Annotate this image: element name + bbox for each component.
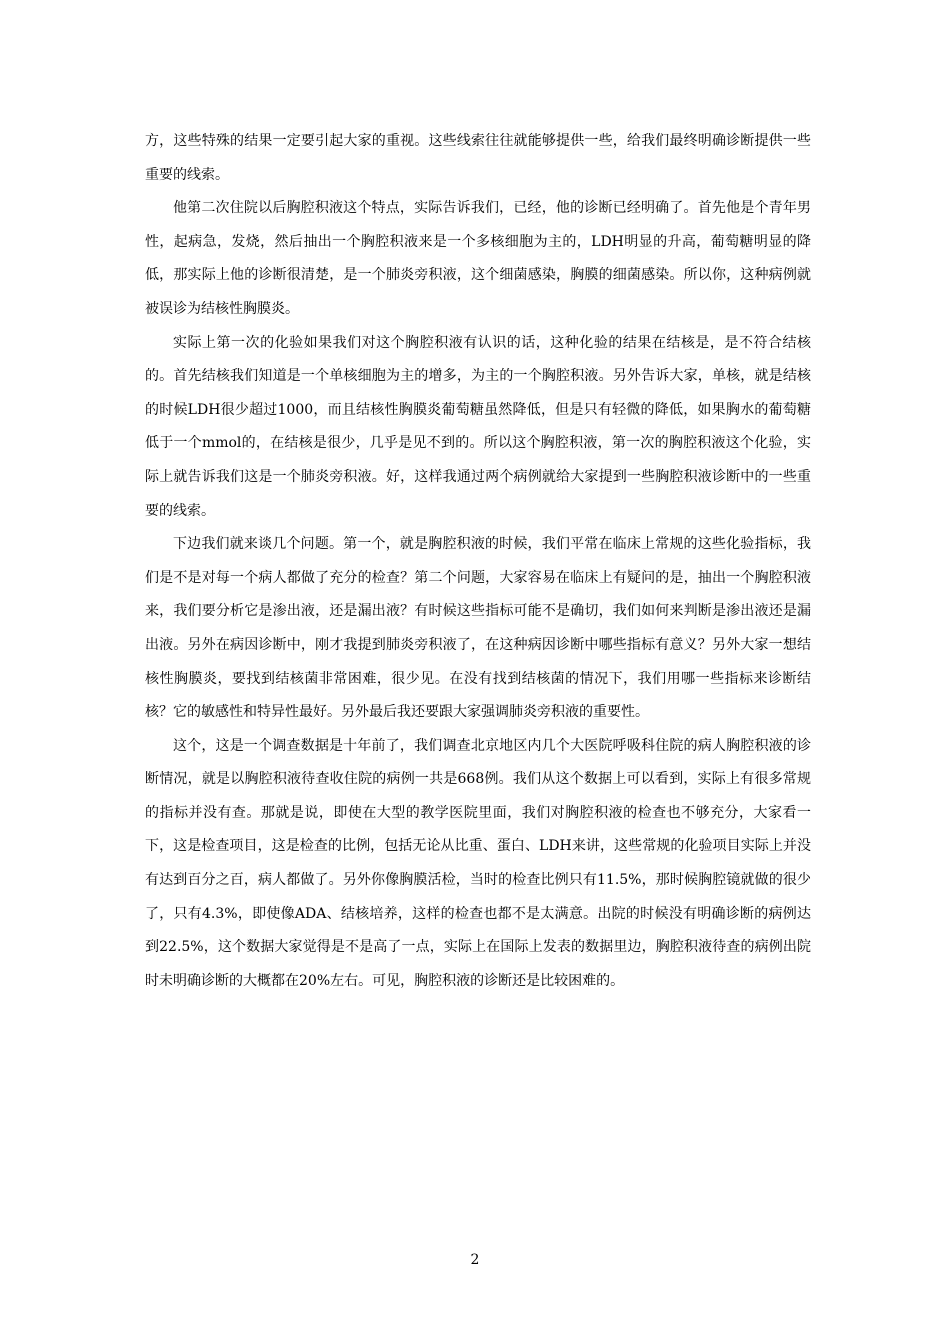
page-number: 2: [470, 1252, 480, 1268]
paragraph-3: 实际上第一次的化验如果我们对这个胸腔积液有认识的话，这种化验的结果在结核是，是不符合结核的。首先结核我们知道是一个单核细胞为主的增多，为主的一个胸腔积液。另外告诉大家，单核，就是结核的时候LDH很少超过1000，而且结核性胸膜炎葡萄糖虽然降低，但是只有轻微的降低，如果胸水的葡萄糖低于一个mmol的，在结核是很少，几乎是见不到的。所以这个胸腔积液，第一次的胸腔积液这个化验，实际上就告诉我们这是一个肺炎旁积液。好，这样我通过两个病例就给大家提到一些胸腔积液诊断中的一些重要的线索。: [145, 334, 811, 519]
paragraph-1: 方，这些特殊的结果一定要引起大家的重视。这些线索往往就能够提供一些，给我们最终明确诊断提供一些重要的线索。: [145, 133, 811, 183]
paragraph-4: 下边我们就来谈几个问题。第一个，就是胸腔积液的时候，我们平常在临床上常规的这些化验指标，我们是不是对每一个病人都做了充分的检查？第二个问题，大家容易在临床上有疑问的是，抽出一个胸腔积液来，我们要分析它是渗出液，还是漏出液？有时候这些指标可能不是确切，我们如何来判断是渗出液还是漏出液。另外在病因诊断中，刚才我提到肺炎旁积液了，在这种病因诊断中哪些指标有意义？另外大家一想结核性胸膜炎，要找到结核菌非常困难，很少见。在没有找到结核菌的情况下，我们用哪一些指标来诊断结核？它的敏感性和特异性最好。另外最后我还要跟大家强调肺炎旁积液的重要性。: [145, 536, 811, 721]
document-body: [145, 125, 811, 998]
paragraph-5: 这个，这是一个调查数据是十年前了，我们调查北京地区内几个大医院呼吸科住院的病人胸腔积液的诊断情况，就是以胸腔积液待查收住院的病例一共是668例。我们从这个数据上可以看到，实际上有很多常规的指标并没有查。那就是说，即使在大型的教学医院里面，我们对胸腔积液的检查也不够充分，大家看一下，这是检查项目，这是检查的比例，包括无论从比重、蛋白、LDH来讲，这些常规的化验项目实际上并没有达到百分之百，病人都做了。另外你像胸膜活检，当时的检查比例只有11.5%，那时候胸腔镜就做的很少了，只有4.3%，即使像ADA、结核培养，这样的检查也都不是太满意。出院的时候没有明确诊断的病例达到22.5%，这个数据大家觉得是不是高了一点，实际上在国际上发表的数据里边，胸腔积液待查的病例出院时未明确诊断的大概都在20%左右。可见，胸腔积液的诊断还是比较困难的。: [145, 737, 811, 989]
paragraph-2: 他第二次住院以后胸腔积液这个特点，实际告诉我们，已经，他的诊断已经明确了。首先他是个青年男性，起病急，发烧，然后抽出一个胸腔积液来是一个多核细胞为主的，LDH明显的升高，葡萄糖明显的降低，那实际上他的诊断很清楚，是一个肺炎旁积液，这个细菌感染，胸膜的细菌感染。所以你，这种病例就被误诊为结核性胸膜炎。: [145, 200, 811, 317]
